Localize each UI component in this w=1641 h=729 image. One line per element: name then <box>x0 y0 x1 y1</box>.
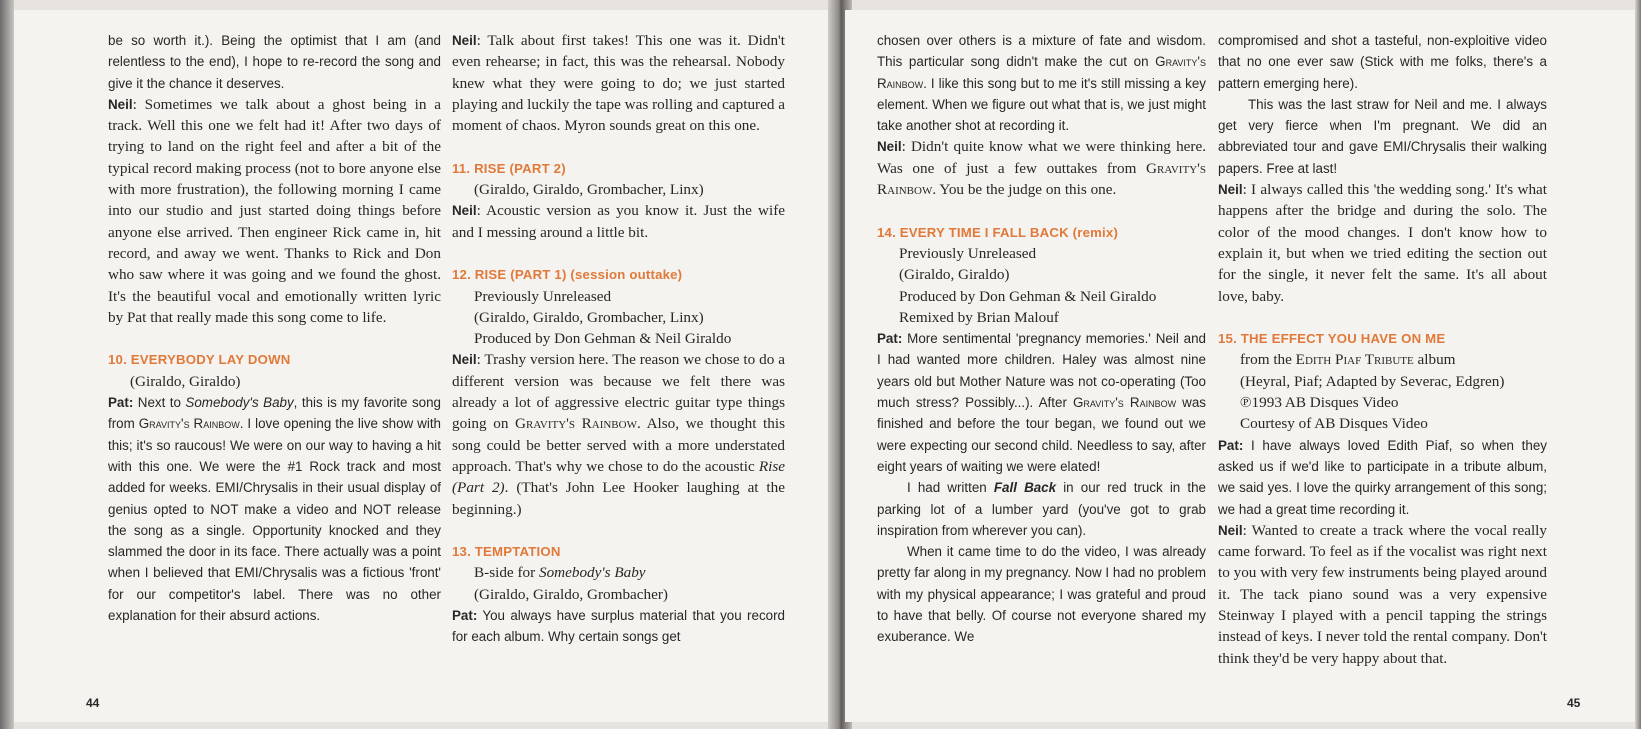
right-page <box>845 10 1637 722</box>
speaker: Neil <box>877 139 902 155</box>
paragraph: compromised and shot a tasteful, non-exploitive video that no one ever saw (Stick with me folks, there's a pattern emerging here). <box>1218 33 1547 91</box>
credit: Previously Unreleased <box>474 287 612 305</box>
right-column-1 <box>877 30 1206 648</box>
paragraph <box>1218 179 1547 307</box>
paragraph <box>877 30 1206 136</box>
track-heading-11: 11. RISE (PART 2) <box>452 160 566 176</box>
text: chosen over others is a mixture of fate and wisdom. This particular song didn't make the cut on <box>877 33 1206 70</box>
speaker: Pat: <box>877 331 903 347</box>
text: : Trashy version here. The reason we chose to do a different version was because we felt there was already a lot of aggressive electric guitar type things going on <box>452 351 785 433</box>
paragraph <box>108 94 441 328</box>
speaker: Neil <box>452 203 477 219</box>
speaker: Pat: <box>452 608 478 624</box>
text: . You be the judge on this one. <box>932 181 1117 199</box>
text: . Also, we thought this song could be better served with a more understated approach. That's why we chose to do the acoustic <box>452 415 785 475</box>
credit: (Giraldo, Giraldo, Grombacher) <box>474 585 668 603</box>
credit: Courtesy of AB Disques Video <box>1240 415 1428 433</box>
paragraph: be so worth it.). Being the optimist that I am (and relentless to the end), I hope to re-record the song and give it the chance it deserves. <box>108 33 441 91</box>
text: I have always loved Edith Piaf, so when they asked us if we'd like to participate in a tribute album, we said yes. I love the quirky arrangement of this song; we had a great time recording it. <box>1218 437 1547 517</box>
paragraph <box>1218 435 1547 520</box>
right-edge <box>1635 0 1641 729</box>
paragraph <box>1218 520 1547 669</box>
album-title: Gravity's Rainbow <box>138 416 240 432</box>
text: . I like this song but to me it's still missing a key element. When we figure out what that is, we just might take another shot at recording it. <box>877 75 1206 134</box>
paragraph: This was the last straw for Neil and me. I always get very fierce when I'm pregnant. We did an abbreviated tour and gave EMI/Chrysalis their walking papers. Free at last! <box>1218 96 1547 176</box>
credit: Produced by Don Gehman & Neil Giraldo <box>899 287 1157 305</box>
track-heading-12: 12. RISE (PART 1) (session outtake) <box>452 267 683 283</box>
text: in our red truck in the parking lot of a lumber yard (you've got to grab inspiration from wherever you can). <box>877 480 1206 538</box>
track-heading-15: 15. THE EFFECT YOU HAVE ON ME <box>1218 331 1446 347</box>
paragraph <box>877 328 1206 477</box>
credit <box>1218 349 1547 370</box>
paragraph: When it came time to do the video, I was already pretty far along in my pregnancy. Now I had no problem with my physical appearance; I was grateful and proud to have that belly. Of course not everyone shared my exuberance. We <box>877 544 1206 645</box>
paragraph <box>877 136 1206 200</box>
song-title: Somebody's Baby <box>185 395 294 411</box>
left-page <box>14 10 840 722</box>
paragraph <box>452 605 785 648</box>
text: I had written <box>907 480 994 496</box>
credit: Remixed by Brian Malouf <box>899 308 1059 326</box>
paragraph <box>877 477 1206 541</box>
text: : Talk about first takes! This one was it. Didn't even rehearse; in fact, this was the rehearsal. Nobody knew what they were going to do; we just started playing and luckily the tape was rolling and captured a moment of chaos. Myron sounds great on this one. <box>452 32 785 135</box>
speaker: Neil <box>108 96 133 112</box>
track-heading-10: 10. EVERYBODY LAY DOWN <box>108 352 291 368</box>
album-title: Gravity's Rainbow <box>515 415 637 433</box>
album-title: Gravity's Rainbow <box>1073 395 1177 411</box>
speaker: Neil <box>452 352 477 368</box>
text: : Didn't quite know what we were thinking here. Was one of just a few outtakes from <box>877 138 1206 177</box>
text: . I love opening the live show with this; it's so raucous! We were on our way to having a hit with this one. We were the #1 Rock track and most added for weeks. EMI/Chrysalis in their usual display of genius opted to NOT make a video and NOT release the song as a single. Opportunity knocked and they slammed the door in its face. There actually was a point when I believed that EMI/Chrysalis was a fictious 'front' for our competitor's label. There was no other explanation for their absurd actions. <box>108 416 441 624</box>
text: You always have surplus material that you record for each album. Why certain songs get <box>452 608 785 645</box>
credit: Previously Unreleased <box>899 244 1037 262</box>
left-column-1 <box>108 30 441 626</box>
credit: ℗1993 AB Disques Video <box>1240 394 1399 412</box>
text: B-side for <box>474 564 539 582</box>
speaker: Neil <box>452 33 477 48</box>
text: was finished and before the tour began, we found out we were expecting our second child. Needless to say, after eight years of waiting we were elated! <box>877 395 1206 474</box>
paragraph <box>452 30 785 136</box>
credit: (Giraldo, Giraldo) <box>899 266 1010 284</box>
text: : Sometimes we talk about a ghost being in a track. Well this one we felt had it! After two days of trying to land on the right feel and after a bit of the typical record making process (not to bore anyone else with more frustration), the following morning I came into our studio and just started doing things before anyone else arrived. Then engineer Rick came in, hit record, and away we went. Thanks to Rick and Don who saw where it was going and we found the ghost. It's the beautiful vocal and emotionally written lyric by Pat that really made this song come to life. <box>108 95 441 326</box>
credit: (Heyral, Piaf; Adapted by Severac, Edgren) <box>1240 372 1505 390</box>
paragraph <box>108 392 441 626</box>
credit <box>452 562 785 583</box>
credit: (Giraldo, Giraldo, Grombacher, Linx) <box>474 181 704 199</box>
song-title: Somebody's Baby <box>538 564 646 582</box>
album-title: Edith Piaf Tribute <box>1295 351 1414 369</box>
text: : Acoustic version as you know it. Just the wife and I messing around a little bit. <box>452 202 785 241</box>
credit: Produced by Don Gehman & Neil Giraldo <box>474 330 732 348</box>
song-title: Rise (Part 2) <box>452 457 785 497</box>
page-number: 44 <box>86 696 100 710</box>
text: Next to <box>133 395 186 411</box>
track-heading-13: 13. TEMPTATION <box>452 544 561 560</box>
speaker: Neil <box>1218 522 1243 538</box>
speaker: Pat: <box>1218 437 1244 453</box>
text: More sentimental 'pregnancy memories.' Neil and I had wanted more children. Haley was almost nine years old but Mother Nature was not co-operating (Too much stress? Possibly...). After <box>877 331 1206 411</box>
paragraph <box>452 200 785 243</box>
text: : Wanted to create a track where the vocal really came forward. To feel as if the vocalist was right next to you with very few instruments being played around it. The tack piano sound was a very expensive Steinway I played with a pencil tapping the strings instead of keys. I never told the rental company. Don't think they'd be very happy about that. <box>1218 521 1547 667</box>
text: album <box>1413 351 1456 369</box>
text: : I always called this 'the wedding song.' It's what happens after the bridge and during the solo. The color of the mood changes. I don't know how to explain it, but when we tried editing the section out for the single, it never felt the same. It's all about love, baby. <box>1218 181 1547 305</box>
song-title: Fall Back <box>993 480 1057 496</box>
paragraph <box>452 349 785 519</box>
speaker: Neil <box>1218 182 1243 198</box>
left-column-2 <box>452 30 785 648</box>
page-number: 45 <box>1567 696 1581 710</box>
text: from the <box>1240 351 1296 369</box>
credit: (Giraldo, Giraldo, Grombacher, Linx) <box>474 308 704 326</box>
speaker: Pat: <box>108 395 134 411</box>
track-heading-14: 14. EVERY TIME I FALL BACK (remix) <box>877 224 1119 240</box>
left-edge <box>0 0 14 729</box>
album-title: Gravity's Rainbow <box>877 159 1206 199</box>
text: , this is my favorite song from <box>108 395 441 432</box>
right-column-2 <box>1218 30 1547 669</box>
text: . (That's John Lee Hooker laughing at the beginning.) <box>452 479 785 518</box>
album-title: Gravity's Rainbow <box>877 54 1206 91</box>
credit: (Giraldo, Giraldo) <box>130 372 241 390</box>
